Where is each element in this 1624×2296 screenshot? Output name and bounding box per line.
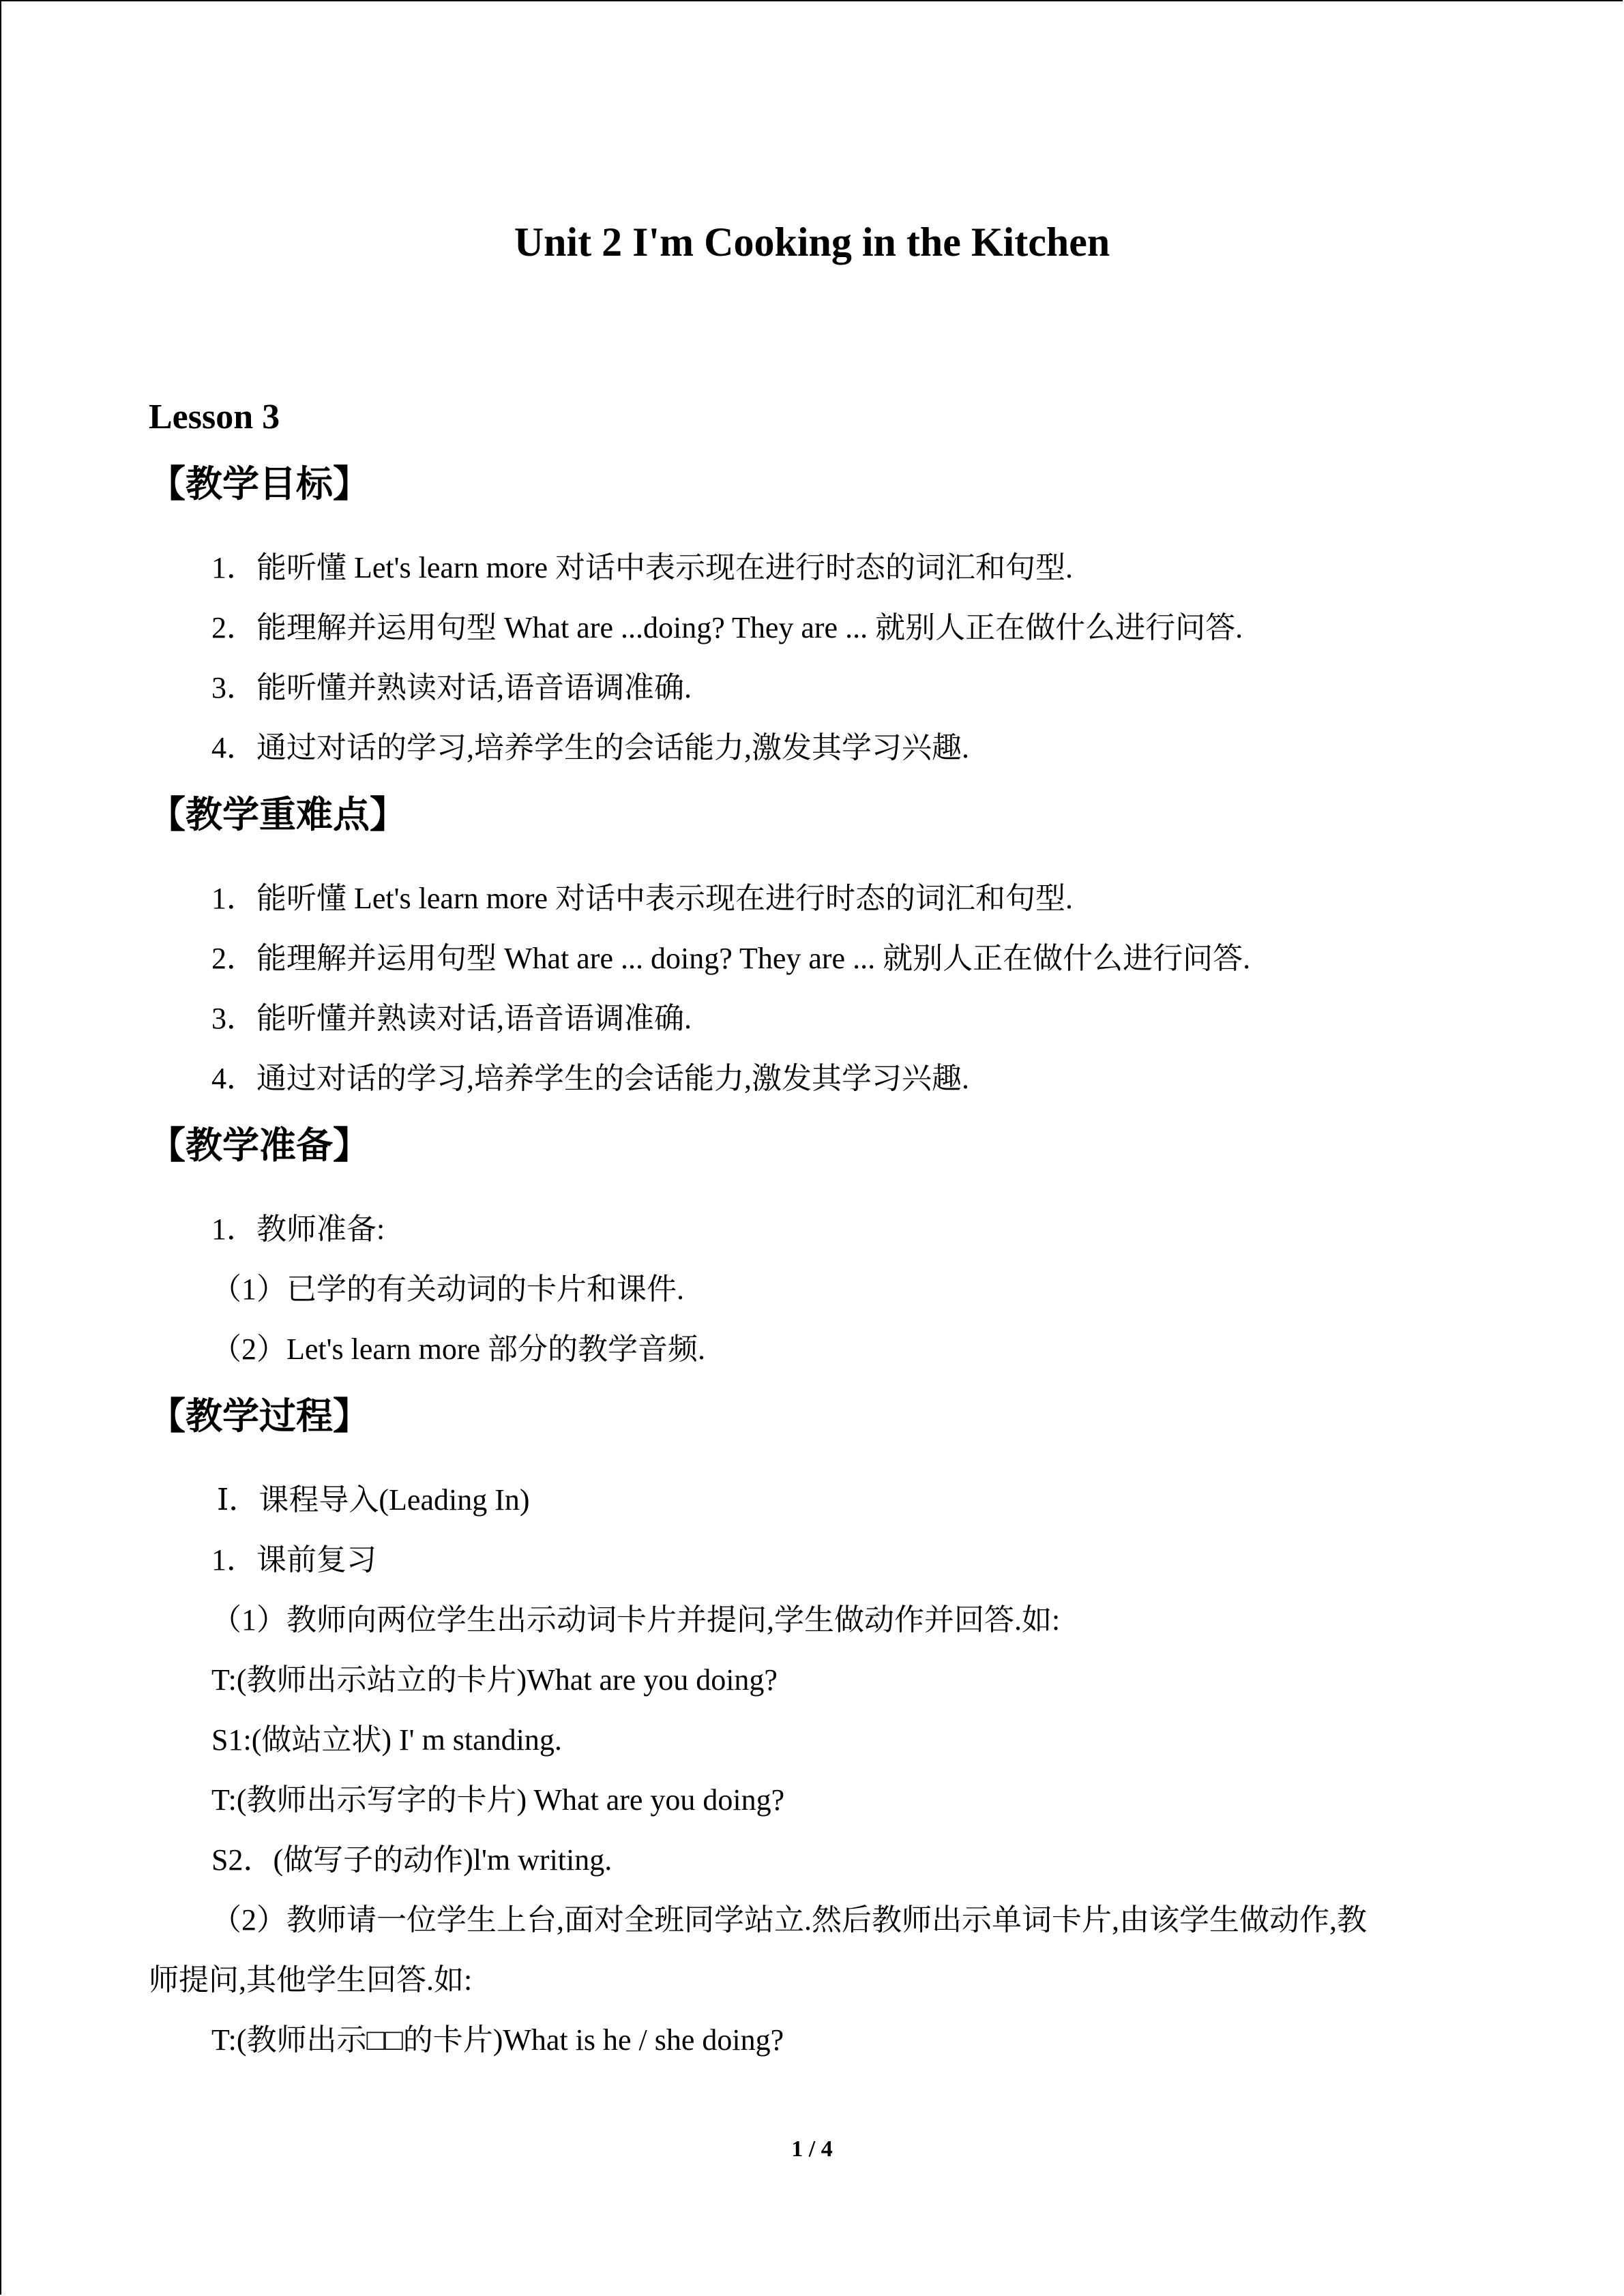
preparation-item: （2）Let's learn more 部分的教学音频. (211, 1332, 706, 1366)
process-item: S1:(做站立状) I' m standing. (211, 1723, 562, 1757)
process-item: T:(教师出示写字的卡片) What are you doing? (211, 1783, 785, 1817)
section-heading-process: 【教学过程】 (149, 1395, 370, 1437)
preparation-item: （1）已学的有关动词的卡片和课件. (211, 1272, 684, 1306)
document-title: Unit 2 I'm Cooking in the Kitchen (514, 220, 1110, 265)
lesson-title: Lesson 3 (149, 398, 280, 436)
key-point-item: 3．能听懂并熟读对话,语音语调准确. (211, 1002, 692, 1035)
preparation-item: 1．教师准备: (211, 1212, 385, 1246)
key-point-item: 4．通过对话的学习,培养学生的会话能力,激发其学习兴趣. (211, 1062, 969, 1095)
process-item: T:(教师出示站立的卡片)What are you doing? (211, 1663, 778, 1697)
process-item: S2．(做写子的动作)l'm writing. (211, 1843, 612, 1877)
objective-item: 1．能听懂 Let's learn more 对话中表示现在进行时态的词汇和句型. (211, 551, 1074, 584)
process-item: Ⅰ．课程导入(Leading In) (217, 1483, 530, 1517)
process-item: 师提问,其他学生回答.如: (149, 1963, 473, 1997)
process-item: （2）教师请一位学生上台,面对全班同学站立.然后教师出示单词卡片,由该学生做动作,教 (211, 1903, 1367, 1937)
key-point-item: 2．能理解并运用句型 What are ... doing? They are ... 就别人正在做什么进行问答. (211, 942, 1251, 975)
page-number: 1 / 4 (791, 2136, 833, 2162)
objective-item: 3．能听懂并熟读对话,语音语调准确. (211, 671, 692, 704)
process-item: 1．课前复习 (211, 1543, 377, 1577)
section-heading-preparation: 【教学准备】 (149, 1124, 370, 1167)
objective-item: 4．通过对话的学习,培养学生的会话能力,激发其学习兴趣. (211, 731, 969, 764)
process-item: T:(教师出示□□的卡片)What is he / she doing? (211, 2023, 784, 2057)
objective-item: 2．能理解并运用句型 What are ...doing? They are ... 就别人正在做什么进行问答. (211, 611, 1243, 644)
key-point-item: 1．能听懂 Let's learn more 对话中表示现在进行时态的词汇和句型. (211, 882, 1074, 915)
section-heading-objectives: 【教学目标】 (149, 462, 370, 505)
section-heading-key-points: 【教学重难点】 (149, 793, 407, 836)
process-item: （1）教师向两位学生出示动词卡片并提问,学生做动作并回答.如: (211, 1603, 1061, 1637)
